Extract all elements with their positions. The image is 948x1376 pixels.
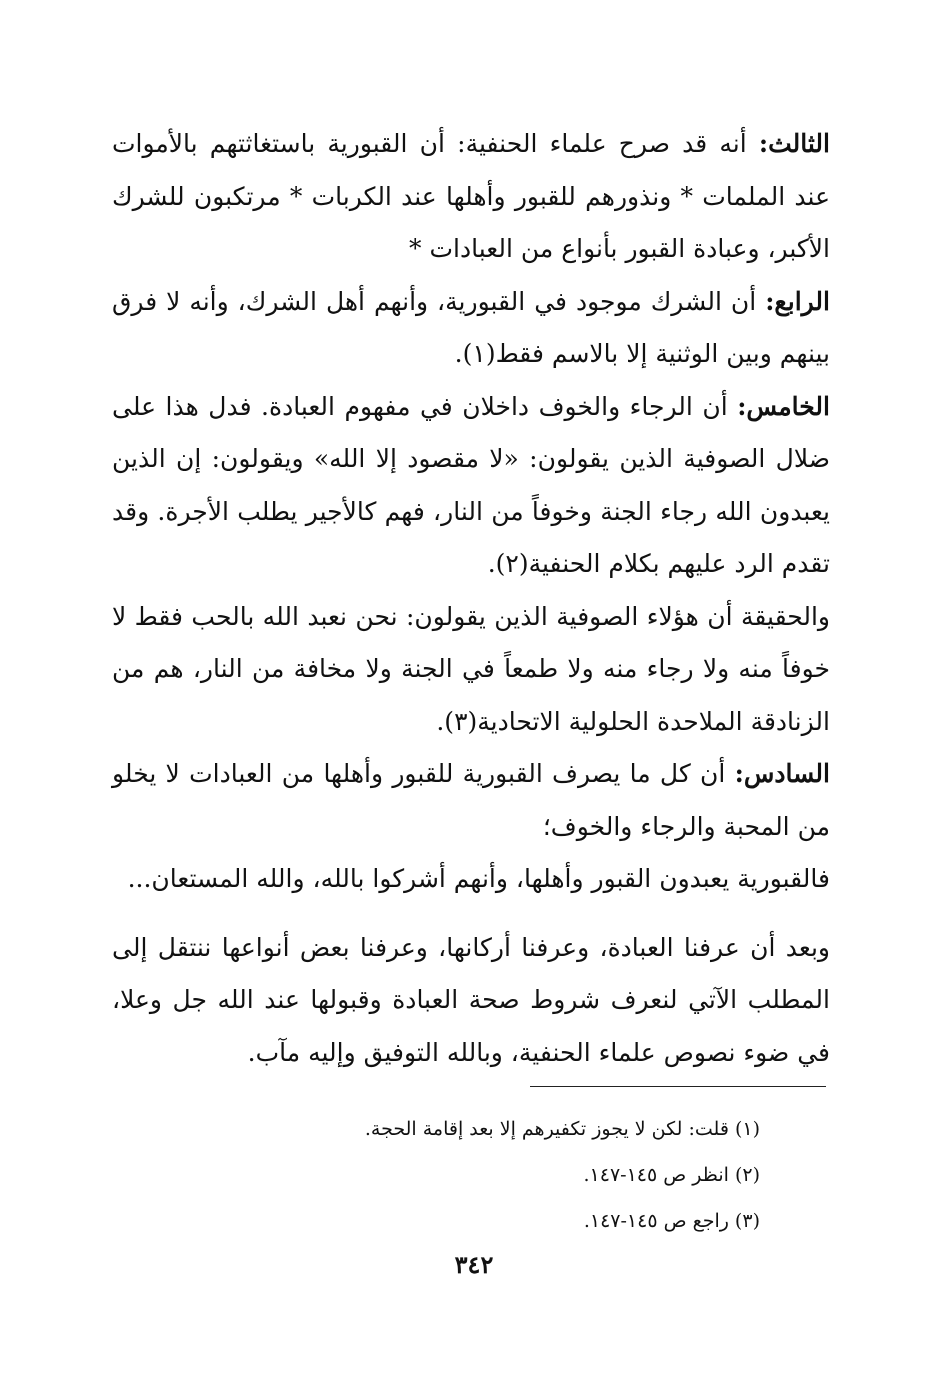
paragraph-label: الرابع:: [765, 286, 830, 316]
paragraph-text: أنه قد صرح علماء الحنفية: أن القبورية باستغاثتهم بالأموات عند الملمات * ونذورهم للقبور وأهلها عند الكربات * مرتكبون للشرك الأكبر، وعبادة القبور بأنواع من العبادات *: [112, 129, 830, 263]
footnote-3: (٣) راجع ص ١٤٥-١٤٧.: [583, 1210, 760, 1232]
paragraph-conclusion: [112, 853, 830, 906]
paragraph-transition: [112, 922, 830, 1080]
paragraph-text: أن الشرك موجود في القبورية، وأنهم أهل الشرك، وأنه لا فرق بينهم وبين الوثنية إلا بالاسم فقط(١).: [112, 286, 830, 368]
paragraph-label: الخامس:: [737, 391, 830, 421]
paragraph-text: أن الرجاء والخوف داخلان في مفهوم العبادة. فدل هذا على ضلال الصوفية الذين يقولون: «لا مقصود إلا الله» ويقولون: إن الذين يعبدون الله رجاء الجنة وخوفاً من النار، فهم كالأجير يطلب الأجرة. وقد تقدم الرد عليهم بكلام الحنفية(٢).: [112, 391, 830, 578]
footnote-divider: [530, 1086, 826, 1087]
paragraph-label: السادس:: [734, 759, 830, 788]
paragraph-text: وبعد أن عرفنا العبادة، وعرفنا أركانها، وعرفنا بعض أنواعها ننتقل إلى المطلب الآتي لنعرف شروط صحة العبادة وقبولها عند الله جل وعلا، في ضوء نصوص علماء الحنفية، وبالله التوفيق وإليه مآب.: [112, 932, 830, 1067]
paragraph-sixth: [112, 748, 830, 853]
paragraph-fifth: [112, 381, 830, 591]
paragraph-text: أن كل ما يصرف القبورية للقبور وأهلها من العبادات لا يخلو من المحبة والرجاء والخوف؛: [112, 759, 830, 841]
footnote-1: (١) قلت: لكن لا يجوز تكفيرهم إلا بعد إقامة الحجة.: [364, 1118, 760, 1140]
paragraph-fourth: [112, 276, 830, 381]
footnote-2: (٢) انظر ص ١٤٥-١٤٧.: [583, 1164, 760, 1186]
footnotes: [112, 1106, 760, 1244]
paragraph-third: [112, 118, 830, 276]
paragraph-label: الثالث:: [758, 129, 830, 158]
main-text: [112, 118, 830, 1079]
paragraph-text: والحقيقة أن هؤلاء الصوفية الذين يقولون: نحن نعبد الله بالحب فقط لا خوفاً منه ولا رجاء منه ولا طمعاً في الجنة ولا مخافة من النار، هم من الزنادقة الملاحدة الحلولية الاتحادية(٣).: [112, 601, 830, 736]
paragraph-truth: [112, 591, 830, 749]
page-number: ٣٤٢: [454, 1250, 494, 1279]
paragraph-text: فالقبورية يعبدون القبور وأهلها، وأنهم أشركوا بالله، والله المستعان...: [127, 864, 830, 893]
